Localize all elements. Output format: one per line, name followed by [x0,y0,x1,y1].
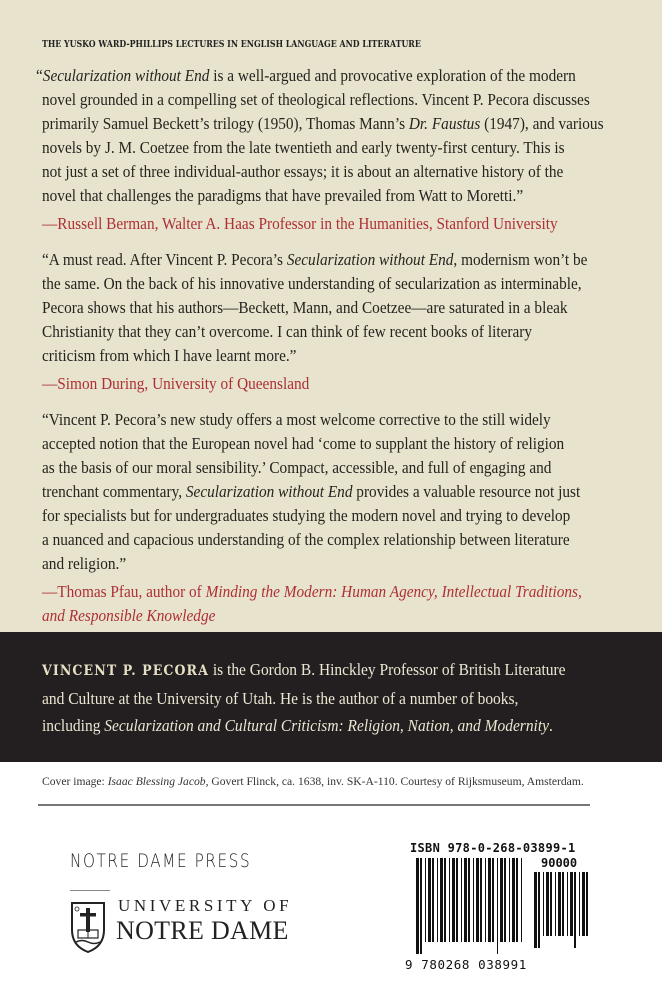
text-segment: and Culture at the University of Utah. He is the author of a number of books, [42,689,519,708]
text-segment: criticism from which I have learnt more.” [42,346,297,365]
text-segment: Christianity that they can’t overcome. I can think of few recent books of literary [42,322,533,341]
attribution-line [42,212,582,236]
barcode-bar [504,858,506,942]
quote-line [42,480,582,504]
quote-attribution [42,580,642,628]
text-segment: “Vincent P. Pecora’s new study offers a most welcome corrective to the still widely [42,410,551,429]
barcode-bar [437,858,438,942]
series-title: THE YUSKO WARD-PHILLIPS LECTURES IN ENGLISH LANGUAGE AND LITERATURE [42,39,421,50]
author-bio [42,656,566,739]
text-segment: provides a valuable resource not just [352,482,581,501]
text-segment: novel that challenges the paradigms that have prevailed from Watt to Moretti.” [42,186,524,205]
barcode-bar [464,858,467,942]
barcode-bar [476,858,479,942]
text-segment: and Responsible Knowledge [42,606,216,625]
attribution-line [42,580,582,604]
quote-line [42,296,582,320]
barcode-bar [425,858,426,942]
text-segment: Cover image: [42,775,108,788]
text-segment: (1947), and various [480,114,604,133]
text-segment: the same. On the back of his innovative understanding of secularization as interminable, [42,274,582,293]
text-segment: for specialists but for undergraduates studying the modern novel and trying to develop [42,506,571,525]
quote-line [42,272,582,296]
text-segment: novel grounded in a compelling set of theological reflections. Vincent P. Pecora discusses [42,90,590,109]
text-segment: , Govert Flinck, ca. 1638, inv. SK-A-110. Courtesy of Rijksmuseum, Amsterdam. [205,775,584,788]
barcode-bar [586,872,588,936]
blurb-3 [42,408,642,628]
text-segment: and religion.” [42,554,127,573]
text-segment: accepted notion that the European novel had ‘come to supplant the history of religion [42,434,565,453]
text-segment: including [42,716,105,735]
barcode-bar [555,872,556,936]
quote-line [42,88,590,112]
quote-attribution [42,372,642,396]
barcode-bar [444,858,446,942]
barcode-bar [440,858,443,942]
barcode-bar [468,858,470,942]
barcode-bar [546,872,549,936]
barcode-bar [473,858,474,942]
barcode-bar [420,858,422,954]
text-segment: Dr. Faustus [408,114,481,133]
isbn-label: ISBN 978-0-268-03899-1 [410,841,576,855]
text-segment: not just a set of three individual-author essays; it is about an alternative history of the [42,162,564,181]
barcode-bar [456,858,458,942]
quote-line [42,432,582,456]
barcode-bar [579,872,580,936]
barcode-bar [480,858,482,942]
text-segment: is the Gordon B. Hinckley Professor of British Literature [208,660,566,679]
text-segment: Secularization without End [185,482,353,501]
barcode-bar [509,858,510,942]
barcode-bar [567,872,568,936]
press-divider [70,890,110,891]
quote-line [42,160,582,184]
barcode-bar [562,872,564,936]
quote-line [42,408,582,432]
quote-attribution [42,212,642,236]
author-bio-band [0,632,662,762]
blurb-1 [36,64,642,236]
quote-line [42,184,582,208]
text-segment: trenchant commentary, [42,482,186,501]
text-segment: “ [36,66,43,85]
barcode-bar [449,858,450,942]
text-segment: a nuanced and capacious understanding of the complex relationship between literature [42,530,570,549]
barcode-bar [543,872,544,936]
barcode-bar [416,858,419,954]
quote-line [42,552,582,576]
text-segment: is a well-argued and provocative exploration of the modern [209,66,576,85]
quote-line [42,344,582,368]
text-segment: Secularization without End [42,66,210,85]
quote-line [42,456,582,480]
quote-line [42,112,604,136]
barcode-bar [428,858,431,942]
author-name: VINCENT P. PECORA [42,663,209,679]
attribution-line [42,604,582,628]
barcode-bar [488,858,491,942]
text-segment: —Thomas Pfau, author of [42,582,206,601]
barcode-bar [534,872,537,948]
divider [38,804,590,806]
text-segment: Pecora shows that his authors—Beckett, Mann, and Coetzee—are saturated in a bleak [42,298,568,317]
barcode-bar [582,872,585,936]
barcode-bar [574,872,576,948]
blurb-2 [42,248,642,396]
university-line-2: NOTRE DAME [116,916,289,945]
barcode-bar [516,858,518,942]
notre-dame-shield-icon [70,900,106,954]
text-segment: —Russell Berman, Walter A. Haas Professor in the Humanities, Stanford University [42,214,558,233]
barcode-bar [492,858,494,942]
barcode-bar [550,872,552,936]
barcode-bar [570,872,573,936]
quote-line [42,528,582,552]
barcode-bar [461,858,462,942]
press-name: NOTRE DAME PRESS [70,850,252,872]
university-line-1: UNIVERSITY OF [118,896,293,915]
text-segment: Secularization without End [286,250,454,269]
barcode-bar [452,858,455,942]
text-segment: Secularization and Cultural Criticism: Religion, Nation, and Modernity [104,716,550,735]
ean-number: 9 780268 038991 [405,957,527,972]
text-segment: Isaac Blessing Jacob [107,775,206,788]
barcode-bar [485,858,486,942]
barcode-bar [521,858,522,942]
text-segment: . [549,716,553,735]
text-segment: primarily Samuel Beckett’s trilogy (1950), Thomas Mann’s [42,114,409,133]
cover-credit [42,775,584,789]
barcode-bar [432,858,434,942]
ean-barcode [416,858,526,954]
text-segment: as the basis of our moral sensibility.’ Compact, accessible, and full of engaging and [42,458,552,477]
addon-number: 90000 [541,856,578,870]
quote-line [36,64,581,88]
barcode-bar [512,858,515,942]
barcode-bar [558,872,561,936]
attribution-line [42,372,582,396]
text-segment: “A must read. After Vincent P. Pecora’s [42,250,287,269]
quote-line [42,504,582,528]
text-segment: novels by J. M. Coetzee from the late twentieth and early twenty-first century. This is [42,138,565,157]
text-segment: , modernism won’t be [453,250,588,269]
text-segment: —Simon During, University of Queensland [42,374,310,393]
barcode-bar [538,872,540,948]
quote-line [42,320,582,344]
text-segment: Minding the Modern: Human Agency, Intellectual Traditions, [205,582,582,601]
barcode-bar [497,858,498,954]
quote-line [42,136,582,160]
quote-line [42,248,588,272]
barcode-bar [500,858,503,942]
addon-barcode [534,872,592,948]
